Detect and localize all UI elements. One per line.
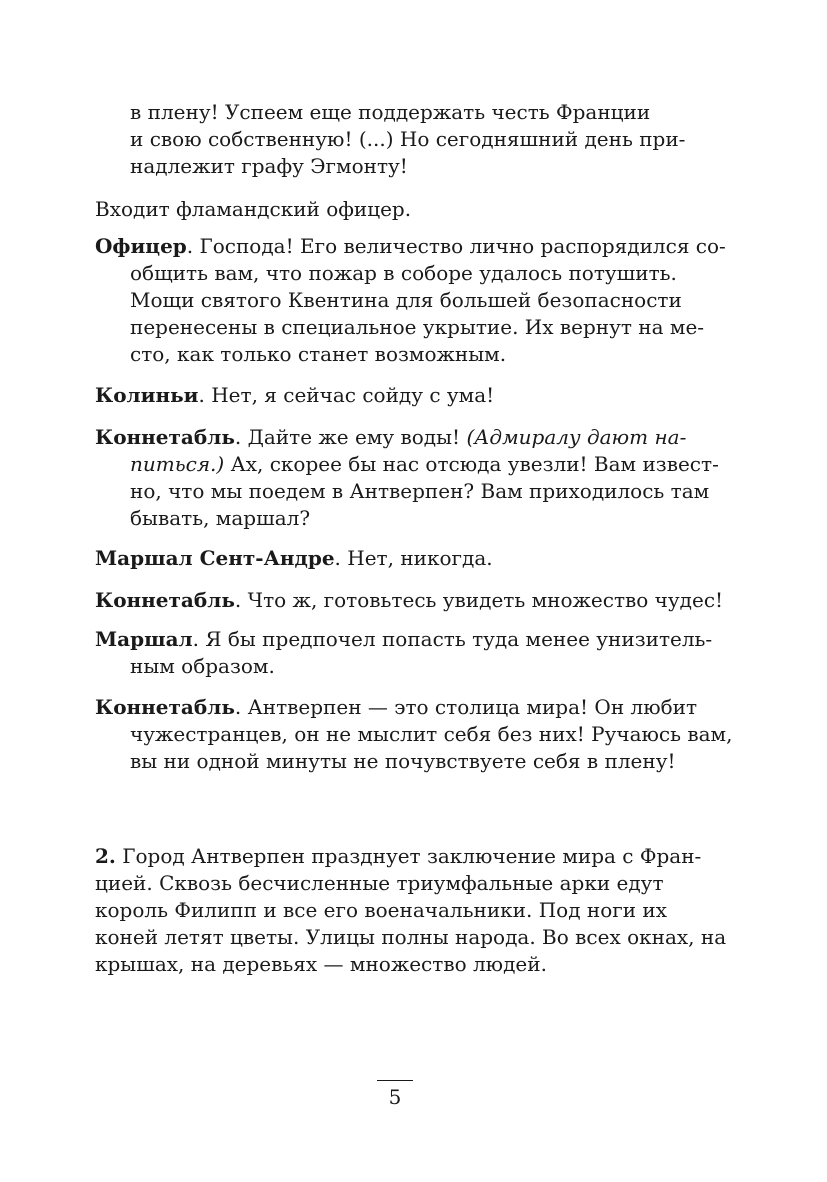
text-line [95, 451, 719, 478]
speech-text: . Дайте же ему воды! [234, 425, 467, 449]
page-number: 5 [388, 1085, 402, 1109]
text-line: бывать, маршал? [130, 506, 311, 530]
speaker-name: Коннетабль [95, 425, 235, 449]
speech-constable [95, 424, 719, 532]
speech-text: . Что ж, готовьтесь увидеть множество чудес! [234, 588, 724, 612]
text-line: надлежит графу Эгмонту! [130, 154, 408, 178]
scene-first-line [95, 843, 705, 870]
stage-direction-text: Входит фламандский офицер. [95, 197, 412, 221]
speaker-name: Коннетабль [95, 588, 235, 612]
text-line: ным образом. [130, 654, 275, 678]
speech-text: . Нет, никогда. [334, 546, 493, 570]
text-line: чужестранцев, он не мыслит себя без них! Ручаюсь вам, [130, 722, 733, 746]
stage-aside: (Адмиралу дают на- [466, 425, 687, 449]
speech-first-line [95, 233, 726, 260]
continued-speech [95, 99, 705, 180]
text-line: перенесены в специальное укрытие. Их вернут на ме- [130, 315, 705, 339]
text-line: но, что мы поедем в Антверпен? Вам приходилось там [130, 479, 710, 503]
stage-aside: питься.) [130, 452, 225, 476]
text-line: вы ни одной минуты не почувствуете себя в плену! [130, 749, 676, 773]
speaker-name: Маршал Сент-Андре [95, 546, 335, 570]
speaker-name: Коннетабль [95, 695, 235, 719]
scene-text: Город Антверпен празднует заключение мира с Фран- [115, 844, 702, 868]
text-line: крышах, на деревьях — множество людей. [95, 952, 547, 976]
text-line: в плену! Успеем еще поддержать честь Франции [130, 100, 651, 124]
speech-text: Ах, скорее бы нас отсюда увезли! Вам извест- [224, 452, 719, 476]
speech-first-line [95, 424, 705, 451]
speech-first-line [95, 626, 713, 653]
speech-marshal [95, 626, 713, 680]
speaker-name: Маршал [95, 627, 193, 651]
speech-coligny [95, 382, 705, 409]
speaker-name: Офицер [95, 234, 187, 258]
text-line: сто, как только станет возможным. [130, 342, 507, 366]
speech-first-line [95, 694, 705, 721]
text-line: король Филипп и все его военачальники. Под ноги их [95, 898, 668, 922]
stage-direction [95, 196, 705, 223]
text-line: и свою собственную! (...) Но сегодняшний день при- [130, 127, 686, 151]
speech-constable [95, 587, 724, 614]
footer-rule [377, 1080, 413, 1081]
speech-marshal-saint-andre [95, 545, 705, 572]
speech-first-line [95, 587, 724, 614]
speech-first-line [95, 545, 705, 572]
speech-officer [95, 233, 726, 368]
speech-constable [95, 694, 733, 775]
text-line: цией. Сквозь бесчисленные триумфальные арки едут [95, 871, 664, 895]
speech-text: . Господа! Его величество лично распорядился со- [186, 234, 726, 258]
text-line: коней летят цветы. Улицы полны народа. Во всех окнах, на [95, 925, 727, 949]
speech-first-line [95, 382, 705, 409]
speech-text: . Нет, я сейчас сойду с ума! [198, 383, 495, 407]
speech-text: . Антверпен — это столица мира! Он любит [234, 695, 698, 719]
text-line: общить вам, что пожар в соборе удалось потушить. [130, 261, 677, 285]
scene-number: 2. [95, 844, 116, 868]
scene-description [95, 843, 727, 978]
speaker-name: Колиньи [95, 383, 199, 407]
speech-text: . Я бы предпочел попасть туда менее унизитель- [192, 627, 713, 651]
text-line: Мощи святого Квентина для большей безопасности [130, 288, 682, 312]
